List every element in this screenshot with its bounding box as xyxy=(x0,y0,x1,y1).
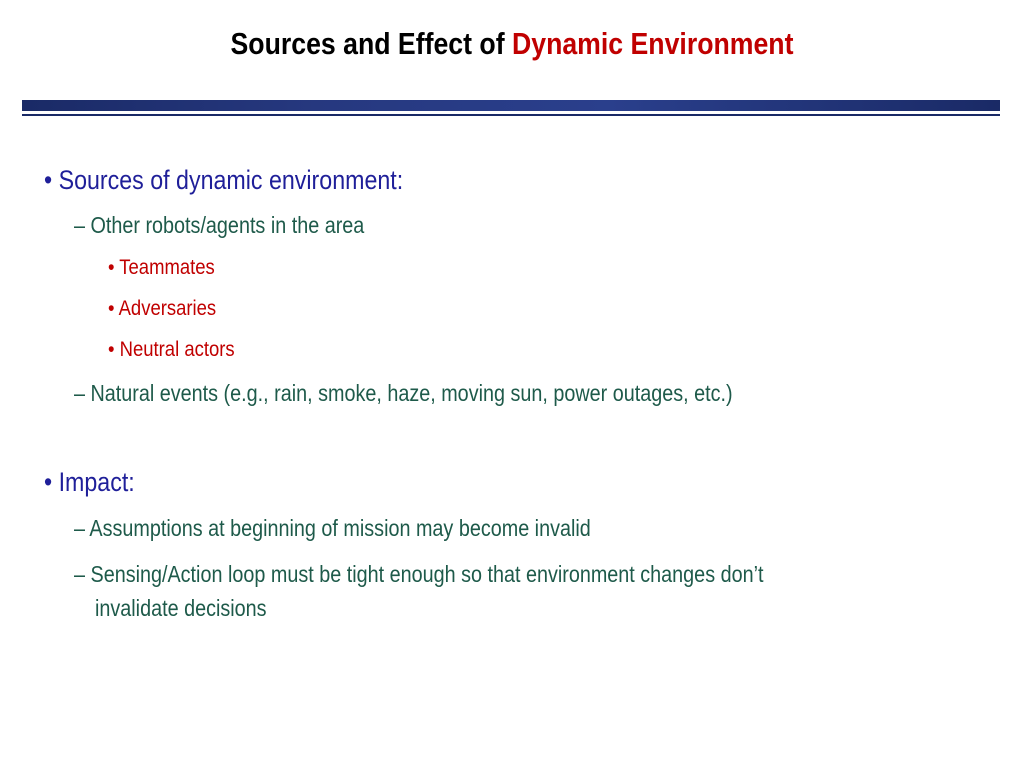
sub-bullet-other-agents xyxy=(74,212,364,239)
sub-bullet-assumptions-label: Assumptions at beginning of mission may become invalid xyxy=(89,515,591,541)
bullet-sources xyxy=(44,165,403,196)
list-item-neutral-actors xyxy=(108,338,235,362)
slide-title-accent: Dynamic Environment xyxy=(511,26,794,61)
sub-bullet-assumptions xyxy=(74,515,591,542)
list-item-adversaries xyxy=(108,297,216,321)
list-item-label: Neutral actors xyxy=(119,338,235,361)
list-item-label: Adversaries xyxy=(118,297,217,320)
dash-marker: – xyxy=(74,212,86,238)
bullet-impact-label: Impact: xyxy=(58,467,135,497)
bullet-marker: • xyxy=(108,256,115,279)
sub-bullet-natural-events-label: Natural events (e.g., rain, smoke, haze, moving sun, power outages, etc.) xyxy=(90,380,733,406)
list-item-label: Teammates xyxy=(119,256,215,279)
sub-bullet-sensing xyxy=(74,561,763,588)
bullet-marker: • xyxy=(108,338,115,361)
slide-title-plain: Sources and Effect of xyxy=(230,26,512,61)
sub-bullet-natural-events xyxy=(74,380,733,407)
list-item-teammates xyxy=(108,256,215,280)
sub-bullet-sensing-label-line2: invalidate decisions xyxy=(95,595,267,621)
bullet-impact xyxy=(44,467,135,498)
sub-bullet-sensing-continuation xyxy=(95,595,267,622)
bullet-sources-label: Sources of dynamic environment: xyxy=(58,165,404,195)
sub-bullet-other-agents-label: Other robots/agents in the area xyxy=(90,212,365,238)
bullet-marker: • xyxy=(108,297,115,320)
sub-bullet-sensing-label-line1: Sensing/Action loop must be tight enough so that environment changes don’t xyxy=(90,561,764,587)
dash-marker: – xyxy=(74,380,86,406)
bullet-marker: • xyxy=(44,165,53,195)
dash-marker: – xyxy=(74,561,86,587)
bullet-marker: • xyxy=(44,467,53,497)
dash-marker: – xyxy=(74,515,86,541)
